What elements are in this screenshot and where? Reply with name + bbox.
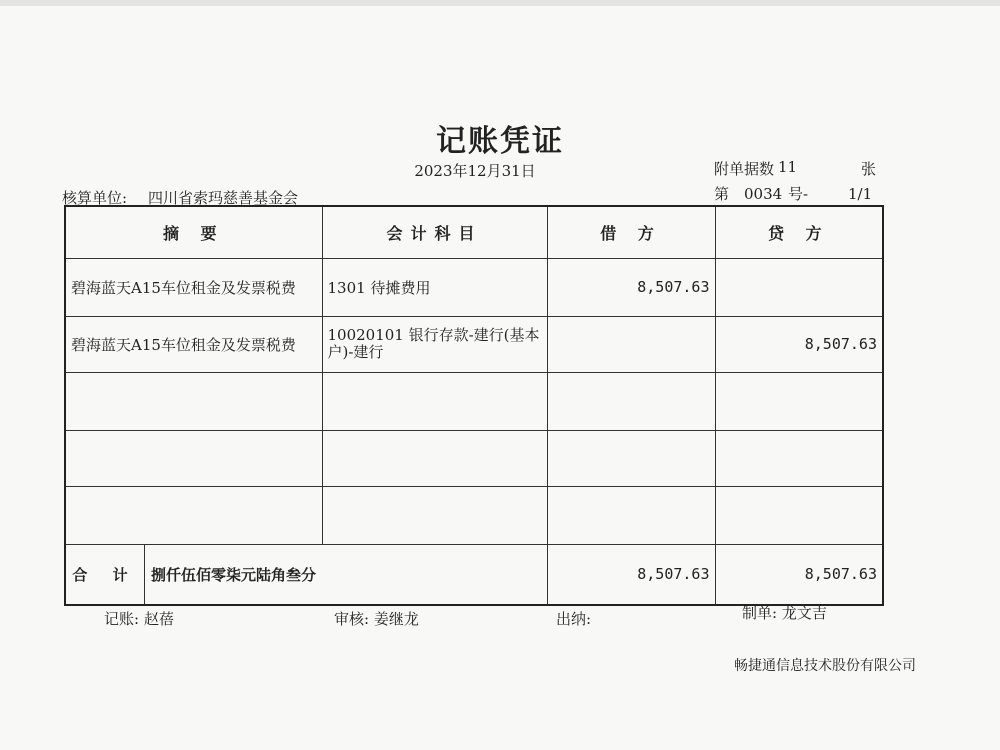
- row-debit: [547, 430, 715, 486]
- row-credit: 8,507.63: [715, 316, 883, 372]
- total-label: 合 计: [66, 545, 145, 605]
- accounting-unit-name: 四川省索玛慈善基金会: [148, 189, 299, 207]
- row-debit: [547, 316, 715, 372]
- table-row: [65, 316, 883, 372]
- attachments-label: 附单据数: [714, 160, 775, 178]
- row-summary: 碧海蓝天A15车位租金及发票税费: [65, 258, 322, 316]
- row-debit: 8,507.63: [547, 258, 715, 316]
- table-header-row: [65, 206, 883, 258]
- reviewer-signature: 审核: 姜继龙: [334, 610, 419, 628]
- row-account: [322, 372, 547, 430]
- row-credit: [715, 372, 883, 430]
- software-company: 畅捷通信息技术股份有限公司: [734, 658, 916, 674]
- row-summary: [65, 430, 322, 486]
- row-account: [322, 430, 547, 486]
- row-debit: [547, 486, 715, 544]
- table-row: [65, 372, 883, 430]
- scan-top-band: [0, 0, 1000, 6]
- total-credit: 8,507.63: [715, 544, 883, 605]
- row-account: [322, 486, 547, 544]
- bookkeeper-signature: 记账: 赵蓓: [104, 610, 174, 628]
- total-amount-words: 捌仟伍佰零柒元陆角叁分: [151, 565, 317, 584]
- header-debit: 借 方: [547, 206, 715, 258]
- total-debit: 8,507.63: [547, 544, 715, 605]
- row-account: 1301 待摊费用: [322, 258, 547, 316]
- voucher-date: 2023年12月31日: [414, 162, 536, 180]
- table-row: [65, 430, 883, 486]
- header-credit: 贷 方: [715, 206, 883, 258]
- row-debit: [547, 372, 715, 430]
- voucher-table: [64, 205, 884, 606]
- voucher-number-row: [714, 183, 872, 204]
- row-summary: [65, 372, 322, 430]
- row-summary: [65, 486, 322, 544]
- total-cell: [65, 544, 547, 605]
- table-row: [65, 486, 883, 544]
- preparer-signature: 制单: 龙文吉: [742, 604, 827, 622]
- attachments-unit: 张: [861, 160, 877, 178]
- total-row: [65, 544, 883, 605]
- table-row: [65, 258, 883, 316]
- voucher-title: 记账凭证: [436, 124, 564, 159]
- voucher-number: 0034: [744, 185, 783, 203]
- row-credit: [715, 430, 883, 486]
- voucher-number-prefix: 第: [714, 185, 730, 203]
- accounting-unit-label: 核算单位:: [62, 189, 128, 207]
- header-account: 会计科目: [322, 206, 547, 258]
- row-account: 10020101 银行存款-建行(基本户)-建行: [322, 316, 547, 372]
- row-summary: 碧海蓝天A15车位租金及发票税费: [65, 316, 322, 372]
- header-summary: 摘 要: [65, 206, 322, 258]
- row-credit: [715, 486, 883, 544]
- attachments-count: 11: [778, 158, 798, 176]
- voucher-page: 1/1: [848, 185, 873, 203]
- row-credit: [715, 258, 883, 316]
- voucher-number-suffix: 号-: [788, 185, 809, 203]
- cashier-signature: 出纳:: [556, 610, 592, 628]
